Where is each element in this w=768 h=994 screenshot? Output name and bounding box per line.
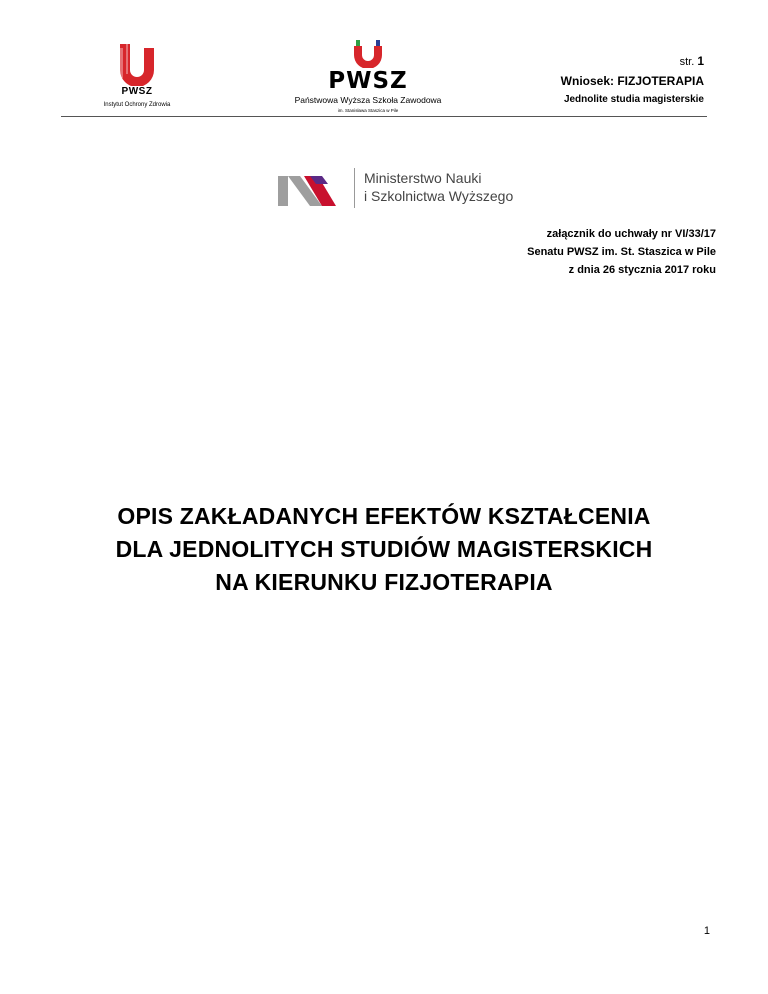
pwsz-logo (290, 40, 446, 115)
document-title-line1: OPIS ZAKŁADANYCH EFEKTÓW KSZTAŁCENIA (117, 503, 651, 529)
institute-logo-brand: PWSZ (121, 86, 153, 97)
pwsz-logo-subtitle: im. Stanisława Staszica w Pile (337, 108, 399, 113)
institute-logo (98, 40, 176, 112)
attachment-note-line2: Senatu PWSZ im. St. Staszica w Pile (527, 246, 716, 258)
ministry-logo-divider (354, 168, 355, 208)
ministry-logo (278, 168, 538, 210)
header-page-value: 1 (697, 54, 704, 68)
document-title-line2: DLA JEDNOLITYCH STUDIÓW MAGISTERSKICH (115, 536, 653, 562)
header-page-prefix: str. (679, 56, 695, 68)
ministry-name-line2: i Szkolnictwa Wyższego (364, 188, 514, 204)
attachment-note-line3: z dnia 26 stycznia 2017 roku (568, 264, 716, 276)
header-divider (61, 116, 707, 117)
header-program: Jednolite studia magisterskie (563, 94, 704, 105)
pwsz-logo-brand: PWSZ (328, 68, 408, 94)
pwsz-u-logo-icon (114, 42, 160, 86)
page-number: 1 (703, 925, 710, 937)
header-page-label (680, 54, 704, 68)
header-application: Wniosek: FIZJOTERAPIA (560, 74, 704, 88)
pwsz-u-icon (351, 40, 385, 68)
document-title (60, 500, 708, 599)
attachment-note-line1: załącznik do uchwały nr VI/33/17 (546, 228, 716, 240)
ministry-m-icon (278, 170, 344, 208)
pwsz-logo-name: Państwowa Wyższa Szkoła Zawodowa (294, 95, 442, 105)
document-title-line3: NA KIERUNKU FIZJOTERAPIA (215, 569, 553, 595)
ministry-name-line1: Ministerstwo Nauki (364, 170, 482, 186)
institute-logo-caption: Instytut Ochrony Zdrowia (103, 102, 171, 108)
